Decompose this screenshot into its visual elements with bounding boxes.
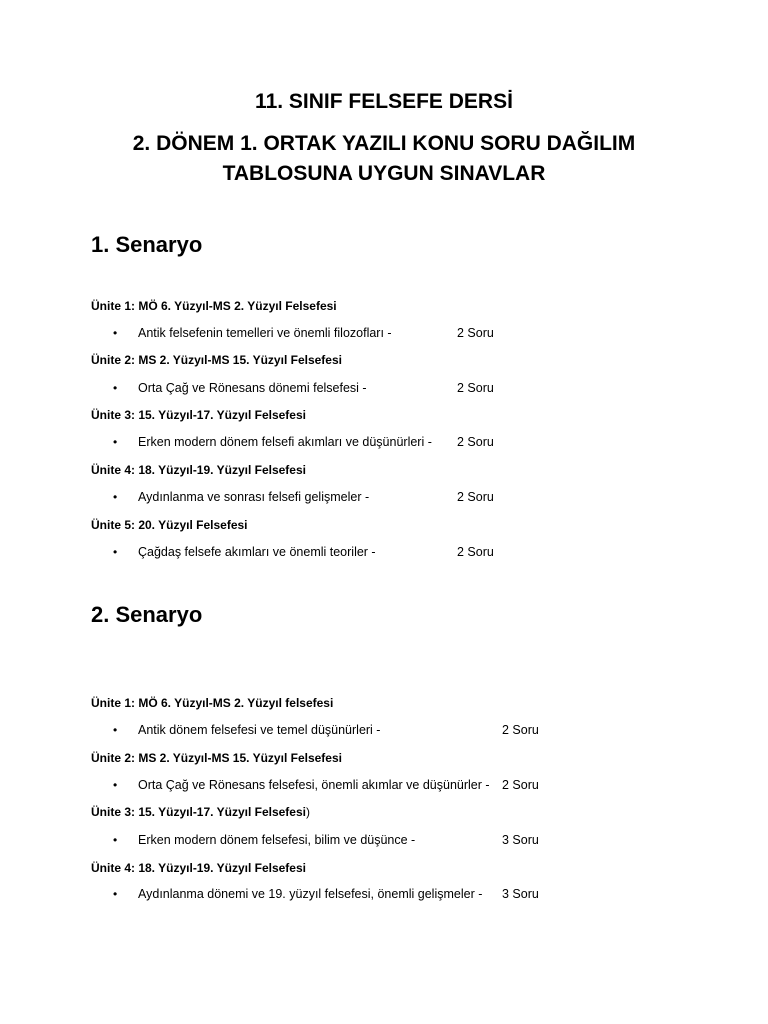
question-count: 2 Soru (457, 326, 494, 340)
unit-title-text: Ünite 2: MS 2. Yüzyıl-MS 15. Yüzyıl Felsefesi (91, 751, 342, 765)
bullet-icon: • (113, 778, 118, 792)
scenario-1-unit-2-title: Ünite 2: MS 2. Yüzyıl-MS 15. Yüzyıl Felsefesi (91, 353, 342, 367)
bullet-icon: • (113, 435, 118, 449)
list-item (0, 489, 768, 505)
list-item (0, 832, 768, 848)
question-count: 2 Soru (457, 381, 494, 395)
list-item (0, 434, 768, 450)
question-count: 2 Soru (457, 490, 494, 504)
topic-text: Erken modern dönem felsefesi, bilim ve düşünce - (138, 833, 416, 847)
bullet-icon: • (113, 381, 118, 395)
topic-text: Çağdaş felsefe akımları ve önemli teoriler - (138, 545, 376, 559)
document-subtitle-line2: TABLOSUNA UYGUN SINAVLAR (222, 162, 546, 185)
document-title: 11. SINIF FELSEFE DERSİ (255, 90, 513, 113)
list-item (0, 886, 768, 902)
topic-text: Aydınlanma ve sonrası felsefi gelişmeler - (138, 490, 370, 504)
document-subtitle-line1: 2. DÖNEM 1. ORTAK YAZILI KONU SORU DAĞILIM (132, 132, 636, 155)
topic-text: Aydınlanma dönemi ve 19. yüzyıl felsefesi, önemli gelişmeler - (138, 887, 483, 901)
scenario-2-unit-1-title (91, 695, 333, 711)
bullet-icon: • (113, 326, 118, 340)
bullet-icon: • (113, 833, 118, 847)
question-count: 3 Soru (502, 887, 539, 901)
list-item (0, 380, 768, 396)
unit-title-tail: ) (305, 805, 310, 819)
bullet-icon: • (113, 887, 118, 901)
question-count: 2 Soru (502, 778, 539, 792)
scenario-1-heading: 1. Senaryo (91, 232, 203, 257)
list-item (0, 544, 768, 560)
topic-text: Antik dönem felsefesi ve temel düşünürleri - (138, 723, 381, 737)
scenario-2-unit-3-title (91, 804, 310, 820)
list-item (0, 777, 768, 793)
unit-title-text: Ünite 4: 18. Yüzyıl-19. Yüzyıl Felsefesi (91, 861, 306, 875)
question-count: 2 Soru (457, 545, 494, 559)
question-count: 3 Soru (502, 833, 539, 847)
bullet-icon: • (113, 723, 118, 737)
scenario-1-unit-4-title: Ünite 4: 18. Yüzyıl-19. Yüzyıl Felsefesi (91, 463, 306, 477)
question-count: 2 Soru (457, 435, 494, 449)
topic-text: Antik felsefenin temelleri ve önemli filozofları - (138, 326, 392, 340)
bullet-icon: • (113, 545, 118, 559)
unit-title-text: Ünite 1: MÖ 6. Yüzyıl-MS 2. Yüzyıl felsefesi (91, 696, 334, 710)
question-count: 2 Soru (502, 723, 539, 737)
scenario-2-heading: 2. Senaryo (91, 602, 203, 627)
scenario-2-unit-4-title (91, 860, 306, 876)
bullet-icon: • (113, 490, 118, 504)
unit-title-text: Ünite 3: 15. Yüzyıl-17. Yüzyıl Felsefesi (91, 805, 306, 819)
topic-text: Orta Çağ ve Rönesans dönemi felsefesi - (138, 381, 367, 395)
list-item (0, 325, 768, 341)
list-item (0, 722, 768, 738)
scenario-1-unit-1-title: Ünite 1: MÖ 6. Yüzyıl-MS 2. Yüzyıl Felsefesi (91, 299, 337, 313)
scenario-2-unit-2-title (91, 750, 342, 766)
topic-text: Orta Çağ ve Rönesans felsefesi, önemli akımlar ve düşünürler - (138, 778, 490, 792)
topic-text: Erken modern dönem felsefi akımları ve düşünürleri - (138, 435, 432, 449)
scenario-1-unit-3-title: Ünite 3: 15. Yüzyıl-17. Yüzyıl Felsefesi (91, 408, 306, 422)
scenario-1-unit-5-title: Ünite 5: 20. Yüzyıl Felsefesi (91, 518, 248, 532)
